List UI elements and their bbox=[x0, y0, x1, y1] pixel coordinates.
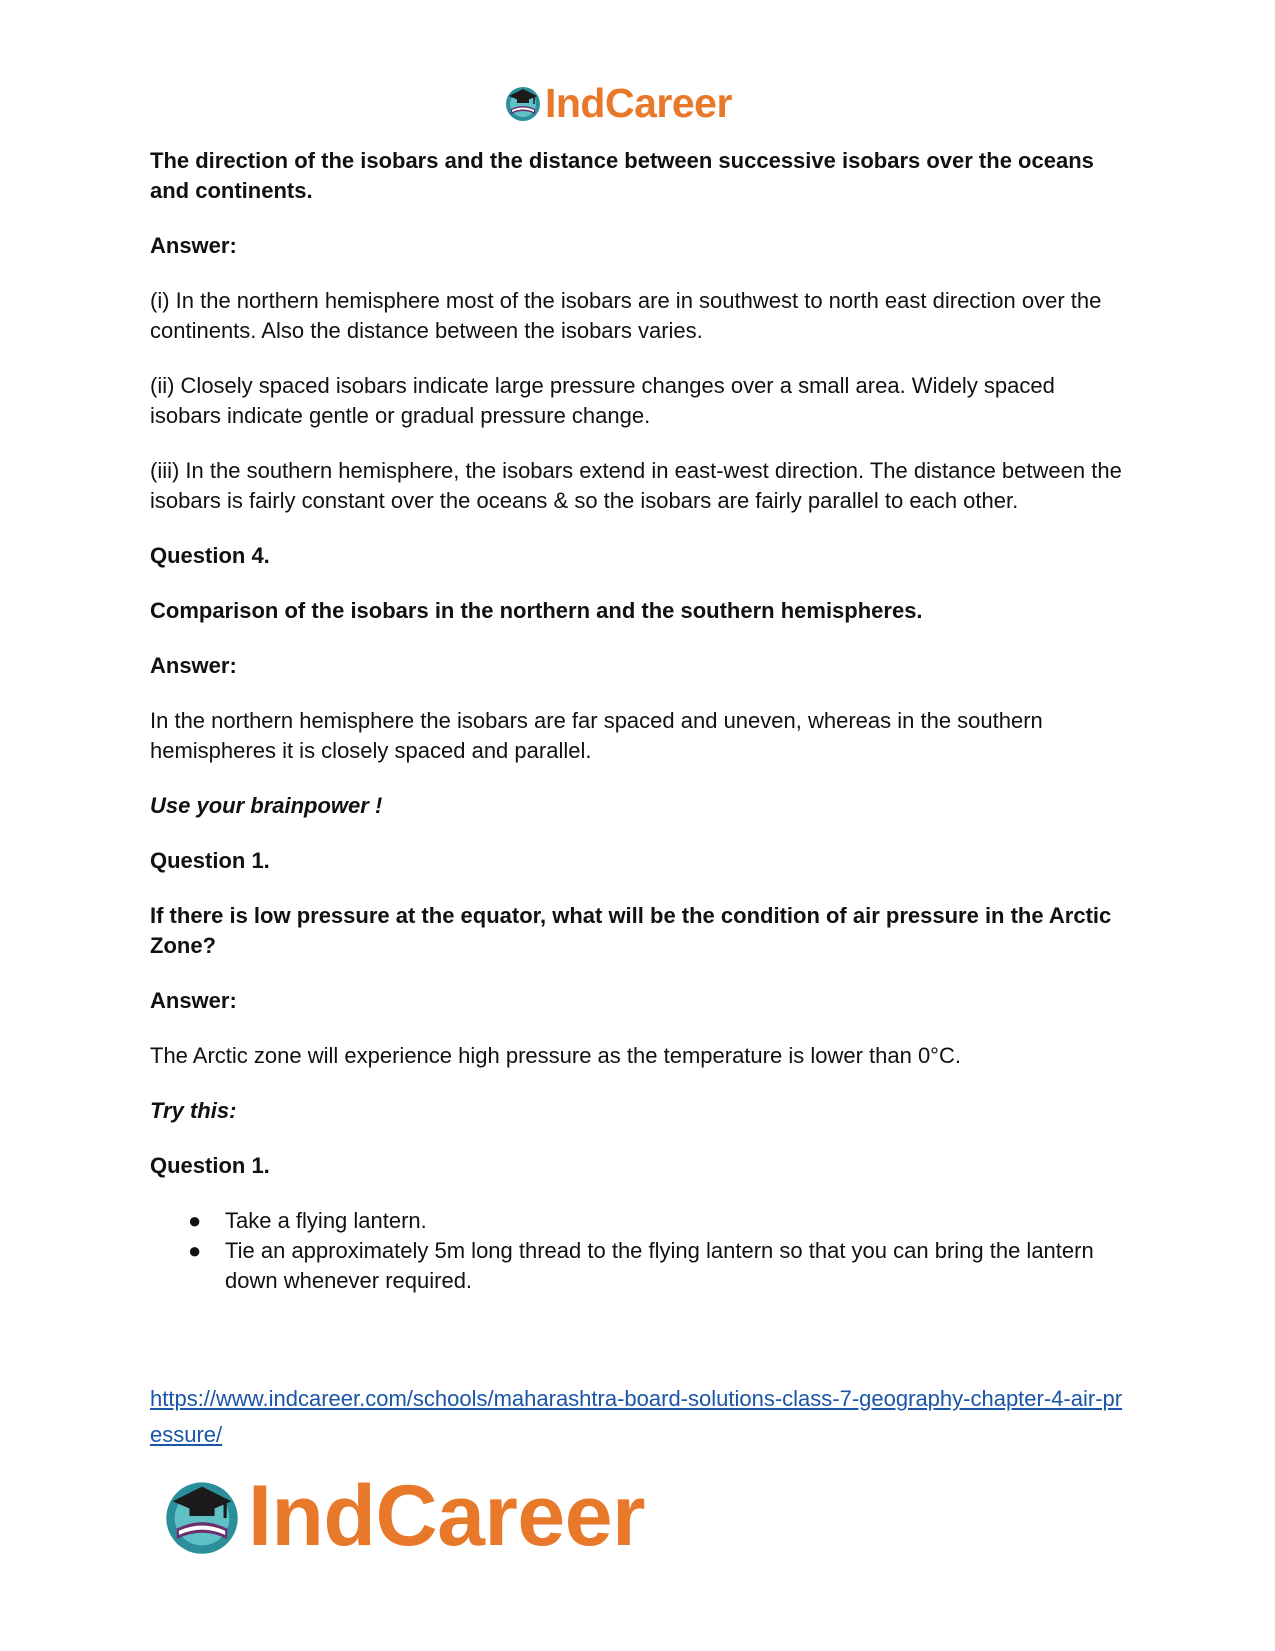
graduate-globe-book-icon bbox=[160, 1474, 244, 1558]
answer-paragraph: (ii) Closely spaced isobars indicate large pressure changes over a small area. Widely spaced isobars indicate gentle or gradual pressure change. bbox=[150, 373, 1055, 428]
brainpower-question-1-heading: Question 1. bbox=[150, 848, 270, 873]
brainpower-heading: Use your brainpower ! bbox=[150, 793, 383, 818]
question-4-heading: Question 4. bbox=[150, 543, 270, 568]
answer-paragraph: The Arctic zone will experience high pressure as the temperature is lower than 0°C. bbox=[150, 1043, 961, 1068]
answer-label: Answer: bbox=[150, 653, 237, 678]
list-item-text: Tie an approximately 5m long thread to the flying lantern so that you can bring the lantern down whenever required. bbox=[225, 1238, 1094, 1293]
question-3-prompt: The direction of the isobars and the distance between successive isobars over the oceans and continents. bbox=[150, 148, 1094, 203]
answer-label: Answer: bbox=[150, 988, 237, 1013]
answer-paragraph: In the northern hemisphere the isobars are far spaced and uneven, whereas in the southern hemispheres it is closely spaced and parallel. bbox=[150, 708, 1043, 763]
logo-text: IndCareer bbox=[248, 1468, 645, 1564]
list-item bbox=[150, 1206, 1130, 1236]
brainpower-question-1-prompt: If there is low pressure at the equator, what will be the condition of air pressure in the Arctic Zone? bbox=[150, 903, 1112, 958]
graduate-globe-book-icon bbox=[503, 83, 543, 123]
footer-logo bbox=[160, 1468, 645, 1564]
answer-paragraph: (i) In the northern hemisphere most of the isobars are in southwest to north east direction over the continents. Also the distance between the isobars varies. bbox=[150, 288, 1102, 343]
question-4-prompt: Comparison of the isobars in the northern and the southern hemispheres. bbox=[150, 598, 923, 623]
logo-text: IndCareer bbox=[545, 79, 732, 126]
bullet-icon: ● bbox=[188, 1208, 202, 1233]
bullet-icon: ● bbox=[188, 1238, 202, 1263]
answer-label: Answer: bbox=[150, 233, 237, 258]
header-logo bbox=[503, 80, 732, 126]
document-body bbox=[150, 146, 1130, 1296]
answer-paragraph: (iii) In the southern hemisphere, the isobars extend in east-west direction. The distance between the isobars is fairly constant over the oceans & so the isobars are fairly parallel to each other. bbox=[150, 458, 1122, 513]
list-item bbox=[150, 1236, 1130, 1296]
source-url-link[interactable]: https://www.indcareer.com/schools/maharashtra-board-solutions-class-7-geography-chapter-4-air-pressure/ bbox=[150, 1386, 1123, 1447]
instruction-list bbox=[150, 1206, 1130, 1296]
try-question-1-heading: Question 1. bbox=[150, 1153, 270, 1178]
list-item-text: Take a flying lantern. bbox=[225, 1208, 427, 1233]
try-this-heading: Try this: bbox=[150, 1098, 237, 1123]
